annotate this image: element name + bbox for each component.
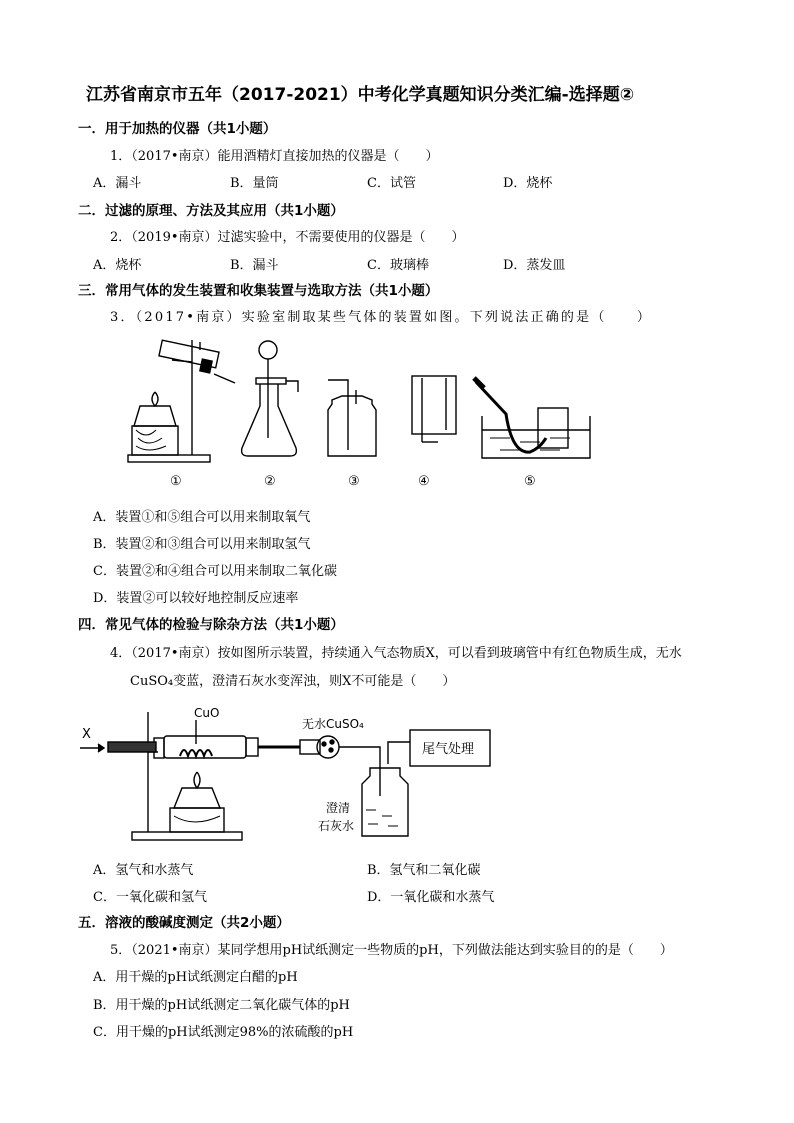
q3-option-d: D．装置②可以较好地控制反应速率 [93, 591, 299, 606]
figure-label-5: ⑤ [524, 474, 536, 489]
x-label: X [82, 727, 91, 742]
apparatus-5-water-trough [474, 378, 590, 458]
q5-option-b: B．用干燥的pH试纸测定二氧化碳气体的pH [93, 998, 350, 1013]
q2-option-b: B．漏斗 [230, 258, 279, 273]
figure-label-4: ④ [418, 474, 430, 489]
q2-option-c: C．玻璃棒 [367, 258, 429, 273]
q3-option-c: C．装置②和④组合可以用来制取二氧化碳 [93, 564, 337, 579]
tail-gas-label: 尾气处理 [422, 742, 475, 757]
apparatus-1-heating [128, 340, 235, 462]
q4-option-b: B．氢气和二氧化碳 [367, 863, 481, 878]
q1-option-a: A．漏斗 [93, 176, 142, 191]
question-4-stem-line2: CuSO₄变蓝，澄清石灰水变浑浊，则X不可能是（ ） [130, 674, 456, 689]
q5-option-c: C．用干燥的pH试纸测定98%的浓硫酸的pH [93, 1025, 354, 1040]
apparatus-4-inverted-bottle [412, 376, 456, 442]
q1-option-c: C．试管 [367, 176, 416, 191]
section-heading-1: 一．用于加热的仪器（共1小题） [78, 121, 277, 137]
section-heading-2: 二．过滤的原理、方法及其应用（共1小题） [78, 203, 344, 219]
q1-option-d: D．烧杯 [503, 176, 553, 191]
cuo-label: CuO [194, 706, 220, 720]
question-1-stem: 1．（2017•南京）能用酒精灯直接加热的仪器是（ ） [110, 149, 439, 164]
q2-option-d: D．蒸发皿 [503, 258, 566, 273]
question-2-stem: 2．（2019•南京）过滤实验中，不需要使用的仪器是（ ） [110, 230, 465, 245]
apparatus-3-collection-bottle [328, 380, 376, 456]
figure-label-2: ② [264, 474, 276, 489]
q1-option-b: B．量筒 [230, 176, 279, 191]
q4-option-c: C．一氧化碳和氢气 [93, 890, 207, 905]
figure-label-1: ① [170, 474, 182, 489]
q3-option-b: B．装置②和③组合可以用来制取氢气 [93, 537, 311, 552]
q2-option-a: A．烧杯 [93, 258, 142, 273]
section-heading-5: 五．溶液的酸碱度测定（共2小题） [78, 915, 290, 931]
cuso4-label: 无水CuSO₄ [302, 717, 364, 731]
limewater-label-1: 澄清 [326, 801, 351, 815]
question-3-stem: 3．（2017•南京）实验室制取某些气体的装置如图。下列说法正确的是（ ） [110, 310, 653, 325]
q4-option-a: A．氢气和水蒸气 [93, 863, 194, 878]
question-4-stem-line1: 4．（2017•南京）按如图所示装置，持续通入气态物质X，可以看到玻璃管中有红色物质生成，无水 [110, 646, 682, 661]
q3-option-a: A．装置①和⑤组合可以用来制取氧气 [93, 510, 311, 525]
apparatus-2-generator [242, 341, 298, 456]
limewater-label-2: 石灰水 [318, 819, 355, 833]
reduction-apparatus-figure [70, 700, 520, 848]
section-heading-3: 三．常用气体的发生装置和收集装置与选取方法（共1小题） [78, 283, 439, 299]
page-title: 江苏省南京市五年（2017-2021）中考化学真题知识分类汇编-选择题② [86, 85, 635, 105]
section-heading-4: 四．常见气体的检验与除杂方法（共1小题） [78, 617, 344, 633]
figure-label-3: ③ [348, 474, 360, 489]
q4-option-d: D．一氧化碳和水蒸气 [367, 890, 495, 905]
question-5-stem: 5．（2021•南京）某同学想用pH试纸测定一些物质的pH，下列做法能达到实验目的的是（ ） [110, 943, 673, 958]
q5-option-a: A．用干燥的pH试纸测定白醋的pH [93, 970, 298, 985]
